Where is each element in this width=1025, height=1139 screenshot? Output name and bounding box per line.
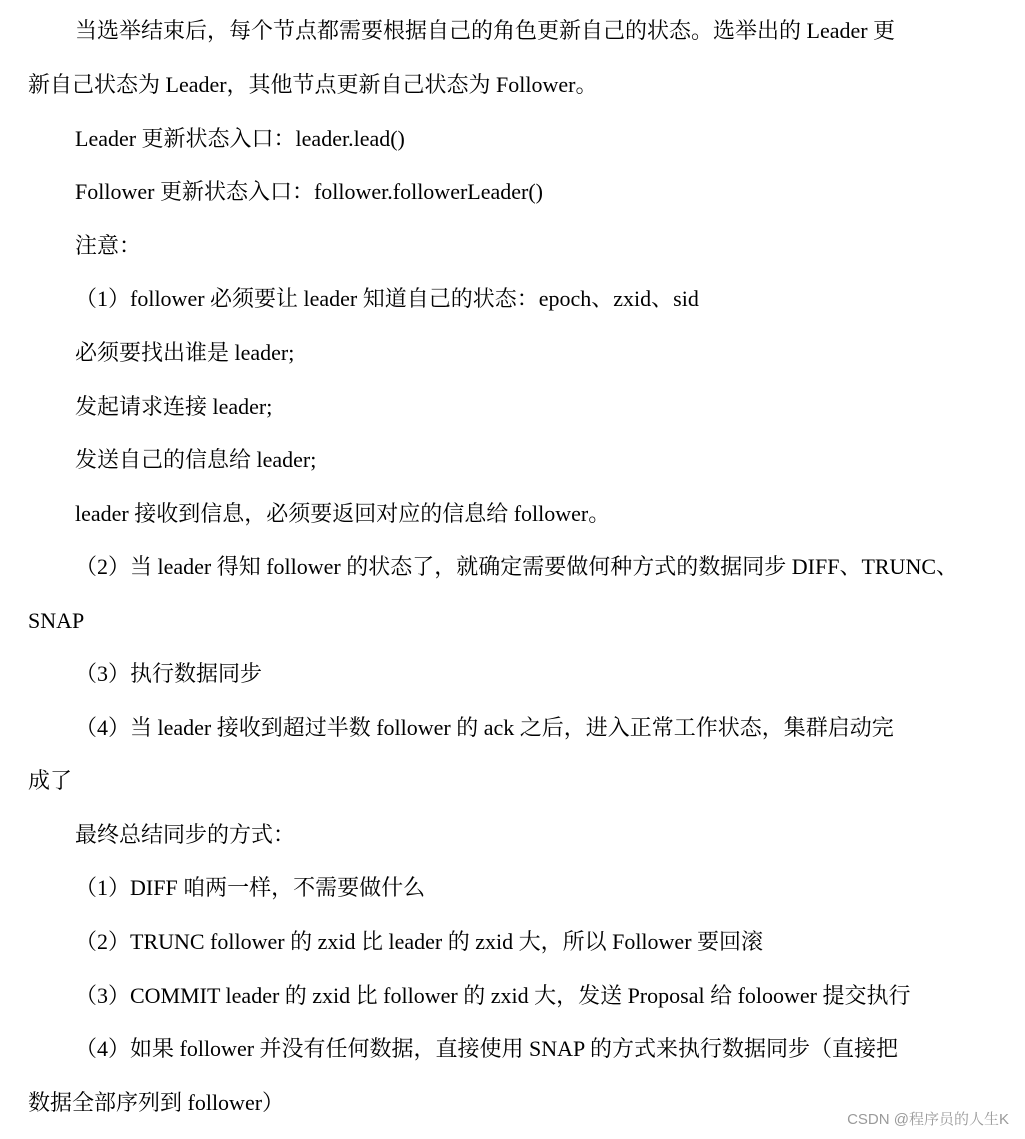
summary-item-diff: （1）DIFF 咱两一样，不需要做什么 xyxy=(75,875,426,900)
note-item-1: （1）follower 必须要让 leader 知道自己的状态：epoch、zxid、sid xyxy=(75,286,699,311)
csdn-watermark: CSDN @程序员的人生K xyxy=(847,1111,1009,1128)
leader-entry-line: Leader 更新状态入口：leader.lead() xyxy=(75,126,405,151)
note-item-2-cont: SNAP xyxy=(28,608,85,633)
note-item-1-step-b: 发起请求连接 leader; xyxy=(75,394,273,419)
follower-entry-line: Follower 更新状态入口：follower.followerLeader() xyxy=(75,179,543,204)
note-item-4-cont: 成了 xyxy=(28,768,73,793)
summary-heading: 最终总结同步的方式： xyxy=(75,822,296,847)
summary-item-snap: （4）如果 follower 并没有任何数据，直接使用 SNAP 的方式来执行数据同步（直接把 xyxy=(75,1036,898,1061)
note-item-4: （4）当 leader 接收到超过半数 follower 的 ack 之后，进入正常工作状态，集群启动完 xyxy=(75,715,894,740)
summary-item-snap-cont: 数据全部序列到 follower） xyxy=(28,1090,285,1115)
note-item-1-step-c: 发送自己的信息给 leader; xyxy=(75,447,317,472)
note-item-2: （2）当 leader 得知 follower 的状态了，就确定需要做何种方式的数据同步 DIFF、TRUNC、 xyxy=(75,554,959,579)
paragraph-election-end: 当选举结束后，每个节点都需要根据自己的角色更新自己的状态。选举出的 Leader 更 xyxy=(75,18,896,43)
note-item-1-step-a: 必须要找出谁是 leader; xyxy=(75,340,295,365)
paragraph-election-end-cont: 新自己状态为 Leader，其他节点更新自己状态为 Follower。 xyxy=(28,72,598,97)
note-item-3: （3）执行数据同步 xyxy=(75,661,263,686)
note-item-1-step-d: leader 接收到信息，必须要返回对应的信息给 follower。 xyxy=(75,501,611,526)
summary-item-trunc: （2）TRUNC follower 的 zxid 比 leader 的 zxid 大，所以 Follower 要回滚 xyxy=(75,929,764,954)
summary-item-commit: （3）COMMIT leader 的 zxid 比 follower 的 zxid 大，发送 Proposal 给 foloower 提交执行 xyxy=(75,983,911,1008)
note-heading: 注意： xyxy=(75,233,142,258)
